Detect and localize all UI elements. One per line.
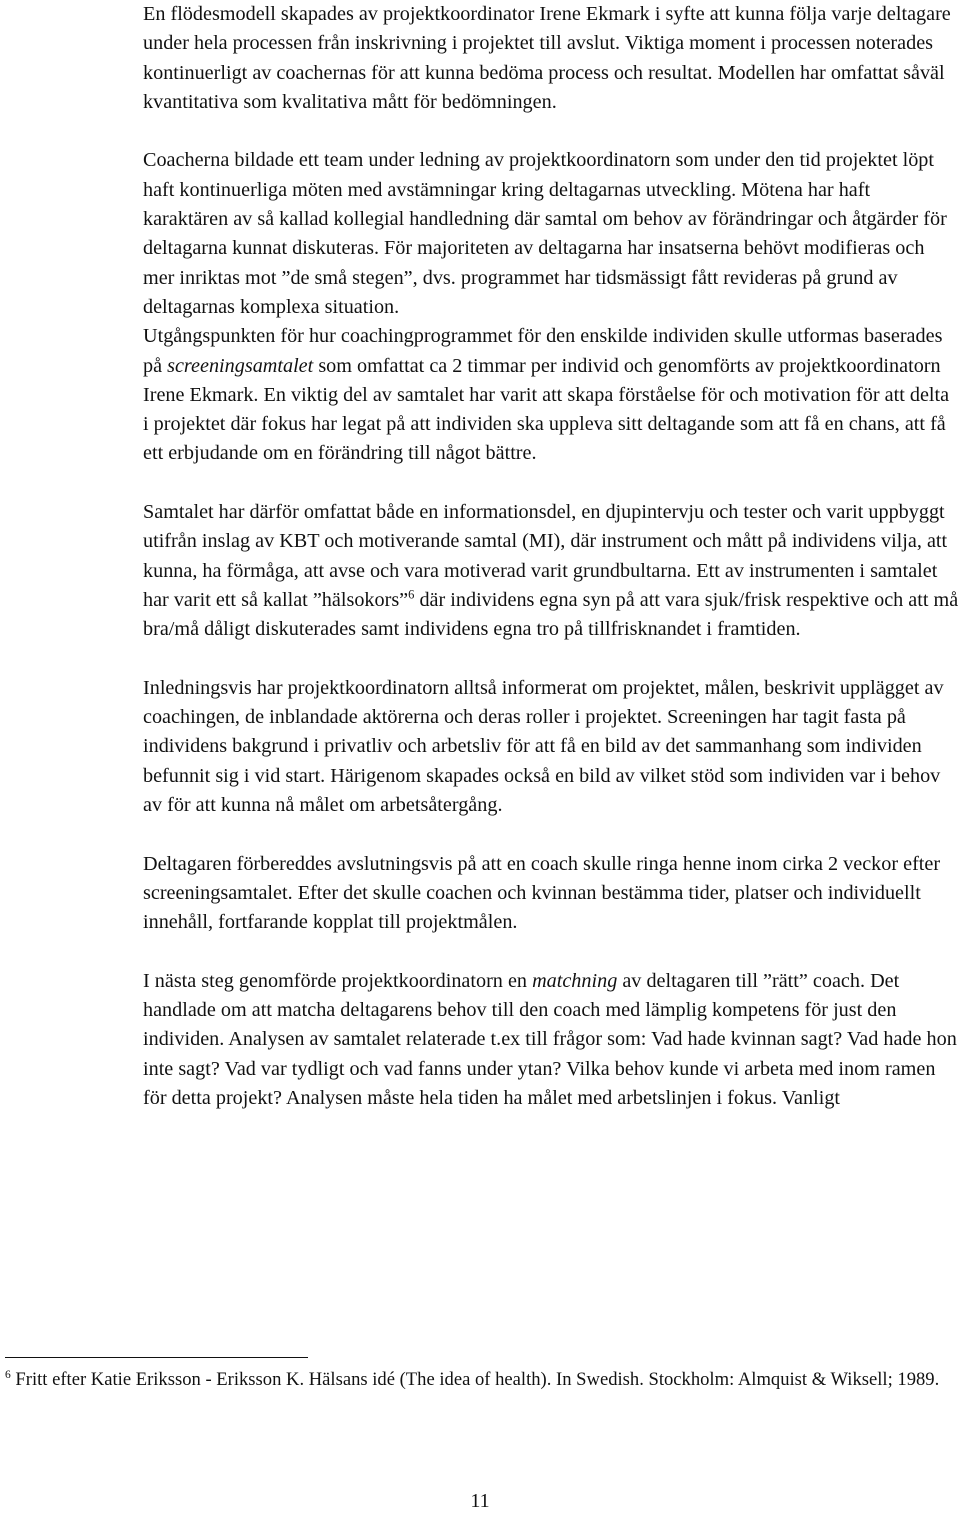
footnote-text: Fritt efter Katie Eriksson - Eriksson K. Hälsans idé (The idea of health). In Swedish. Stockholm: Almquist & Wiksell; 1989.: [15, 1369, 940, 1390]
paragraph-screening: [143, 322, 959, 468]
text-run: Utgångspunkten för hur coachingprogrammet för den enskilde individen skulle utformas baserades på: [143, 325, 943, 377]
paragraph-flow-model: En flödesmodell skapades av projektkoordinator Irene Ekmark i syfte att kunna följa varje deltagare under hela processen från inskrivning i projektet till avslut. Viktiga moment i processen noterades kontinuerligt av coachernas för att kunna bedöma process och resultat. Modellen har omfattat såväl kvantitativa som kvalitativa mått för bedömningen.: [143, 3, 951, 113]
paragraph-coach-team: Coacherna bildade ett team under ledning av projektkoordinatorn som under den tid projektet löpt haft kontinuerliga möten med avstämningar kring deltagarnas utveckling. Mötena har haft karaktären av så kallad kollegial handledning där samtal om behov av förändringar och åtgärder för deltagarna kunnat diskuteras. För majoriteten av deltagarna har insatserna behövt modifieras och mer inriktas mot ”de små stegen”, dvs. programmet har tidsmässigt fått revideras på grund av deltagarnas komplexa situation.: [143, 149, 947, 318]
paragraph-preparation: Deltagaren förbereddes avslutningsvis på att en coach skulle ringa henne inom cirka 2 veckor efter screeningsamtalet. Efter det skulle coachen och kvinnan bestämma tider, platser och individuellt innehåll, fortfarande kopplat till projektmålen.: [143, 852, 941, 934]
footnote-reference: 6: [408, 587, 415, 602]
body-text: [143, 0, 959, 1113]
emphasis-text: matchning: [532, 969, 618, 992]
text-run: av deltagaren till ”rätt” coach. Det handlade om att matcha deltagarens behov till den coach med lämplig kompetens för just den individen. Analysen av samtalet relaterade t.ex till frågor som: Vad hade kvinnan sagt? Vad hade hon inte sagt? Vad var tydligt och vad fanns under ytan? Vilka behov kunde vi arbeta med inom ramen för detta projekt? Analysen måste hela tiden ha målet med arbetslinjen i fokus. Vanligt: [143, 969, 957, 1109]
page-number: 11: [470, 1490, 490, 1512]
text-run: som omfattat ca 2 timmar per individ och genomförts av projektkoordinatorn Irene Ekmark. En viktig del av samtalet har varit att skapa förståelse för och motivation för att delta i projektet där fokus har legat på att individen ska uppleva sitt deltagande som att få en chans, att få ett erbjudande om en förändring till något bättre.: [143, 354, 950, 465]
text-run: Samtalet har därför omfattat både en informationsdel, en djupintervju och tester och varit uppbyggt utifrån inslag av KBT och motiverande samtal (MI), där instrument och mått på individens vilja, att kunna, ha förmåga, att avse och vara motiverad varit grundbultarna. Ett av instrumenten i samtalet har varit ett så kallat ”hälsokors”: [143, 501, 948, 611]
paragraph-introduction: Inledningsvis har projektkoordinatorn alltså informerat om projektet, målen, beskrivit upplägget av coachingen, de inblandade aktörerna och deras roller i projektet. Screeningen har tagit fasta på individens bakgrund i privatliv och arbetsliv för att få en bild av det sammanhang som individen befunnit sig i vid start. Härigenom skapades också en bild av vilket stöd som individen var i behov av för att kunna nå målet om arbetsåtergång.: [143, 676, 944, 817]
text-run: där individens egna syn på att vara sjuk/frisk respektive och att må bra/må dåligt diskuterades samt individens egna tro på tillfrisknandet i framtiden.: [143, 588, 959, 641]
footnote-number: 6: [5, 1368, 11, 1381]
paragraph-matching: [143, 967, 959, 1113]
text-run: I nästa steg genomförde projektkoordinatorn en: [143, 969, 533, 992]
emphasis-text: screeningsamtalet: [167, 354, 314, 377]
paragraph-conversation: [143, 498, 959, 644]
footnote: [5, 1366, 955, 1393]
footnote-divider: [5, 1357, 308, 1358]
